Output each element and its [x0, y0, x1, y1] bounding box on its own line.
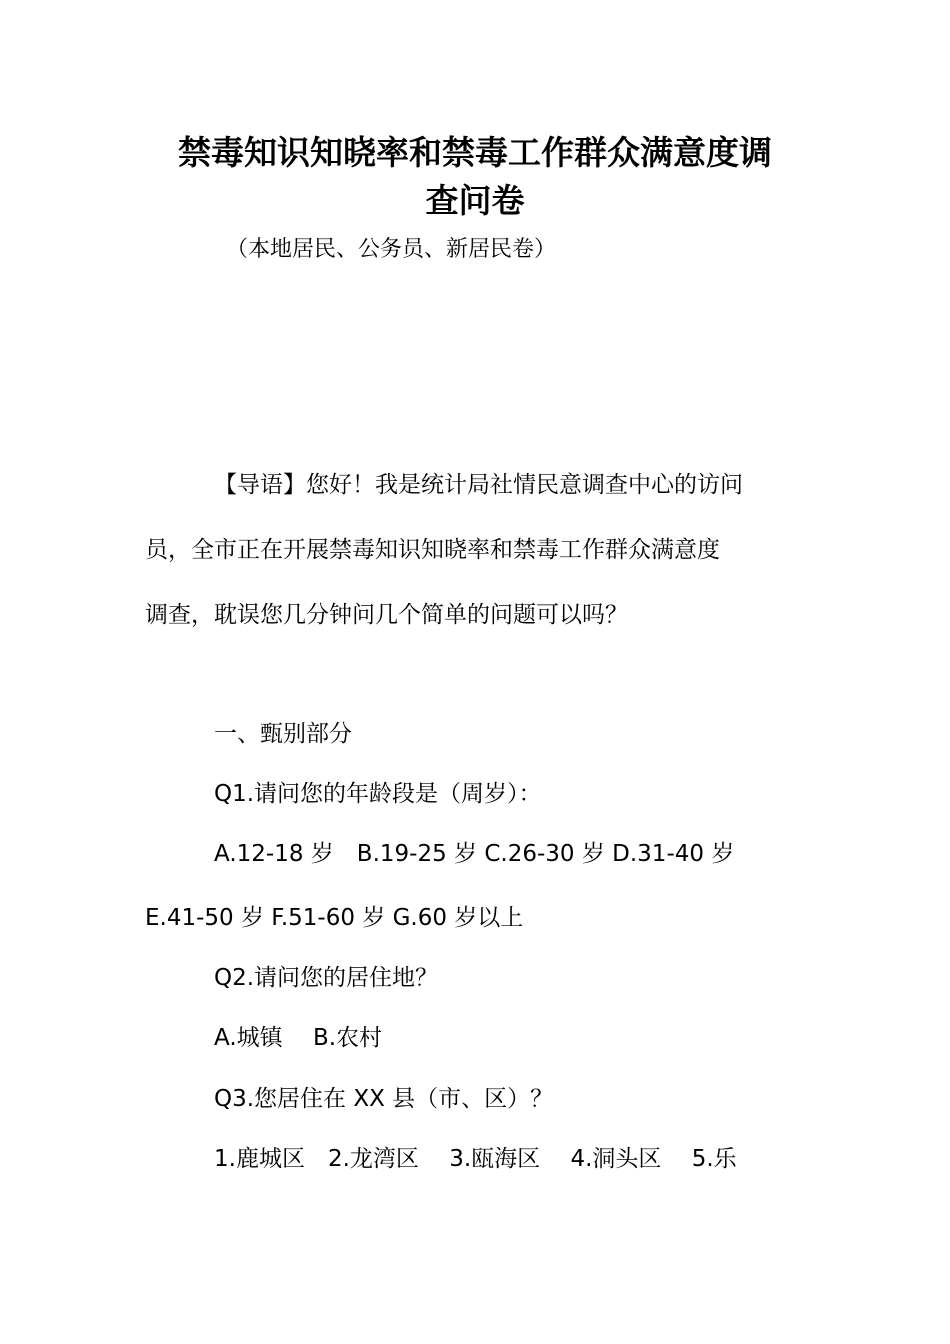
- intro-line-1: 【导语】您好！我是统计局社情民意调查中心的访问: [214, 472, 743, 498]
- document-title-line1: 禁毒知识知晓率和禁毒工作群众满意度调: [178, 133, 772, 172]
- intro-line-3: 调查，耽误您几分钟问几个简单的问题可以吗？: [145, 602, 628, 628]
- q1-options-line1: A.12-18 岁 B.19-25 岁 C.26-30 岁 D.31-40 岁: [214, 841, 735, 867]
- document-subtitle: （本地居民、公务员、新居民卷）: [226, 237, 557, 262]
- question-q1: Q1.请问您的年龄段是（周岁）：: [214, 781, 542, 807]
- question-q2: Q2.请问您的居住地？: [214, 965, 439, 991]
- q3-options: 1.鹿城区 2.龙湾区 3.瓯海区 4.洞头区 5.乐: [214, 1146, 737, 1172]
- q2-options: A.城镇 B.农村: [214, 1025, 383, 1051]
- question-q3: Q3.您居住在 XX 县（市、区）？: [214, 1086, 554, 1112]
- intro-line-2: 员，全市正在开展禁毒知识知晓率和禁毒工作群众满意度: [145, 537, 720, 563]
- q1-options-line2: E.41-50 岁 F.51-60 岁 G.60 岁以上: [145, 905, 524, 931]
- document-title-line2: 查问卷: [425, 181, 525, 220]
- section-heading: 一、甄别部分: [214, 721, 352, 747]
